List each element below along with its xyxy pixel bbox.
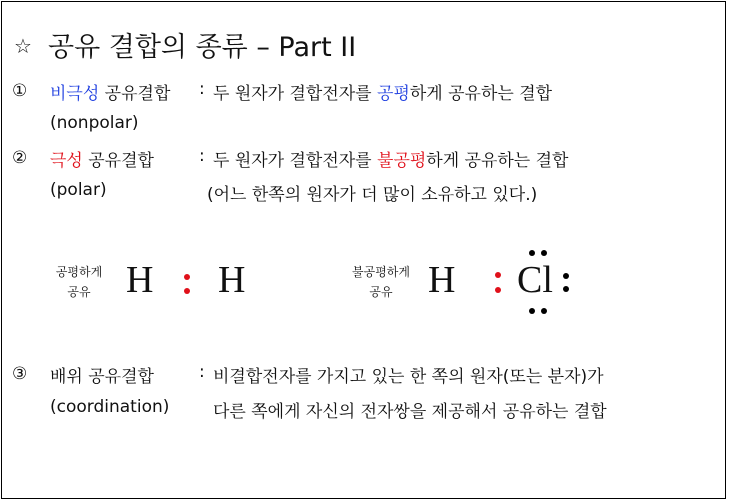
diagram-2-shared-electron — [495, 272, 501, 278]
item-2-separator: : — [199, 146, 205, 166]
item-3-number: ③ — [12, 364, 28, 384]
item-2-desc-post: 하게 공유하는 결합 — [426, 151, 569, 171]
item-2-note: (어느 한쪽의 원자가 더 많이 소유하고 있다.) — [207, 185, 538, 205]
item-3-description-line1: 비결합전자를 가지고 있는 한 쪽의 원자(또는 분자)가 — [213, 367, 604, 387]
page-title: 공유 결합의 종류 – Part II — [48, 32, 357, 63]
diagram-2-left-atom: H — [428, 259, 456, 301]
item-1-highlight: 비극성 — [50, 84, 100, 104]
item-3-separator: : — [199, 362, 205, 382]
item-1-desc-highlight: 공평 — [377, 84, 410, 104]
diagram-2-label-line2: 공유 — [369, 285, 393, 299]
item-2-description — [213, 146, 568, 171]
item-1-desc-pre: 두 원자가 결합전자를 — [213, 84, 378, 104]
diagram-1-label — [48, 262, 110, 302]
diagram-1-right-atom: H — [218, 259, 246, 301]
item-2-desc-highlight: 불공평 — [377, 151, 427, 171]
diagram-2-label — [344, 262, 418, 302]
diagram-2-lone-pair-electron — [541, 308, 547, 314]
item-2-name-rest: 공유결합 — [82, 151, 154, 171]
diagram-2-label-line1: 불공평하게 — [352, 265, 410, 279]
diagram-2-shared-electron — [495, 287, 501, 293]
diagram-2-lone-pair-electron — [563, 286, 569, 292]
item-1-number: ① — [12, 81, 28, 101]
item-1-name-rest: 공유결합 — [99, 84, 171, 104]
diagram-2-lone-pair-electron — [529, 308, 535, 314]
diagram-1-left-atom: H — [126, 259, 154, 301]
diagram-2-right-atom: Cl — [517, 259, 553, 301]
item-1-description — [213, 79, 552, 104]
item-1-english: (nonpolar) — [50, 113, 139, 133]
diagram-2-lone-pair-electron — [541, 250, 547, 256]
diagram-2-lone-pair-electron — [529, 250, 535, 256]
item-2-number: ② — [12, 148, 28, 168]
item-1-desc-post: 하게 공유하는 결합 — [409, 84, 553, 104]
item-3-english: (coordination) — [50, 397, 170, 417]
item-1-separator: : — [199, 79, 205, 99]
star-icon: ☆ — [14, 34, 32, 58]
diagram-1-label-line1: 공평하게 — [55, 265, 103, 279]
item-3-name: 배위 공유결합 — [50, 367, 154, 387]
item-3-description-line2: 다른 쪽에게 자신의 전자쌍을 제공해서 공유하는 결합 — [213, 402, 607, 422]
diagram-2-lone-pair-electron — [563, 273, 569, 279]
item-2-english: (polar) — [50, 180, 107, 200]
item-1-name — [50, 79, 170, 104]
item-2-name — [50, 146, 154, 171]
item-2-highlight: 극성 — [50, 151, 83, 171]
diagram-1-label-line2: 공유 — [67, 285, 91, 299]
diagram-1-shared-electron — [184, 274, 190, 280]
diagram-1-shared-electron — [184, 288, 190, 294]
item-2-desc-pre: 두 원자가 결합전자를 — [213, 151, 378, 171]
slide-frame — [1, 1, 726, 499]
